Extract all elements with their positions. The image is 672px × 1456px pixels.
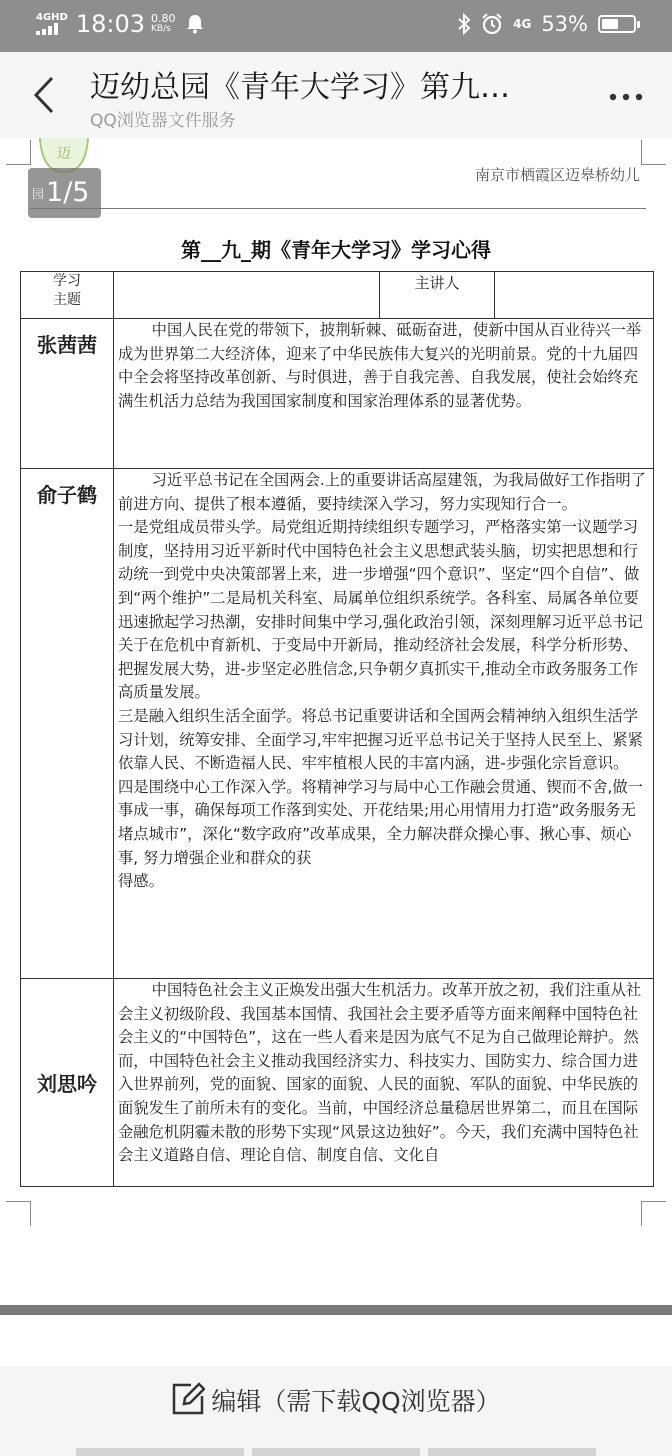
document-title: 迈幼总园《青年大学习》第九… (90, 70, 510, 105)
speaker-value (495, 272, 654, 319)
document-source: QQ浏览器文件服务 (90, 111, 236, 131)
notes-paragraph: 三是融入组织生活全面学。将总书记重要讲话和全国两会精神纳入组织生活学习计划，统筹安排、全面学习,牢牢把握习近平总书记关于坚持人民至上、紧紧依靠人民、不断造福人民、牢牢植根人民的丰富内涵，进-步强化宗旨意识。 (118, 706, 643, 773)
thumbnail (428, 1448, 596, 1456)
nav-bar (0, 52, 672, 138)
notes-paragraph: 一是党组成员带头学。局党组近期持续组织专题学习，严格落实第一议题学习制度，坚持用习近平新时代中国特色社会主义思想武装头脑，切实把思想和行动统一到党中央决策部署上来，进一步增强“四个意识”、坚定“四个自信”、做到“两个维护”二是局机关科室、局属单位组织系统学。各科室、局属各单位要迅速掀起学习热潮，安排时间集中学习,强化政治引领，深刻理解习近平总书记关于在危机中育新机、于变局中开新局，推动经济社会发展，科学分析形势、把握发展大势，进-步坚定必胜信念,只争朝夕真抓实干,推动全市政务服务工作高质量发展。 (118, 518, 643, 702)
page-prefix: 园 (32, 186, 45, 201)
status-bar (0, 0, 672, 52)
network-type: 4GHD (36, 12, 68, 23)
table-row (21, 319, 654, 469)
speed-value: 0.80 (151, 12, 176, 25)
notification-icon (186, 14, 204, 34)
edit-label: 编辑（需下载QQ浏览器） (211, 1387, 501, 1416)
member-name: 刘思吟 (21, 979, 114, 1187)
svg-text:迈: 迈 (57, 146, 71, 162)
thumbnail-strip (76, 1448, 596, 1456)
signal-indicator (36, 13, 68, 35)
notes-paragraph: 四是围绕中心工作深入学。将精神学习与局中心工作融会贯通、锲而不舍,做一事成一事，确保每项工作落到实处、开花结果;用心用情用力打造“政务服务无堵点城市”，深化“数字政府”改革成果，全力解决群众操心事、揪心事、烦心事, 努力增强企业和群众的获 (118, 777, 643, 867)
school-name: 南京市栖霞区迈皋桥幼儿 (474, 166, 640, 184)
alarm-icon (481, 13, 503, 35)
topic-label: 学习 主题 (21, 272, 114, 319)
topic-value (114, 272, 380, 319)
speed-unit: KB/s (151, 24, 171, 34)
edit-button[interactable] (0, 1382, 672, 1418)
member-notes (114, 319, 654, 469)
thumbnail (252, 1448, 420, 1456)
table-row (21, 979, 654, 1187)
page-separator (0, 1305, 672, 1315)
header-rule (30, 208, 646, 209)
bluetooth-icon (457, 13, 471, 35)
battery-fill (602, 19, 618, 29)
network-speed (151, 13, 176, 35)
clock: 18:03 (75, 10, 146, 38)
notes-paragraph: 得感。 (118, 872, 164, 891)
crop-mark (641, 1201, 666, 1226)
study-notes-table (20, 271, 654, 1187)
more-menu-icon[interactable] (608, 92, 644, 102)
cell-type: 4G (513, 17, 532, 31)
crop-mark (6, 1201, 31, 1226)
battery-icon (598, 15, 636, 33)
member-notes (114, 469, 654, 979)
speaker-label: 主讲人 (380, 272, 495, 319)
back-arrow-icon[interactable] (28, 72, 62, 118)
page-indicator (28, 168, 101, 218)
table-header-row (21, 272, 654, 319)
table-row (21, 469, 654, 979)
member-notes (114, 979, 654, 1187)
member-name: 张茜茜 (21, 319, 114, 469)
crop-mark (641, 140, 666, 165)
edit-icon (171, 1382, 205, 1416)
notes-paragraph: 中国人民在党的带领下，披荆斩棘、砥砺奋进，使新中国从百业待兴一举成为世界第二大经济体，迎来了中华民族伟大复兴的光明前景。党的十九届四中全会将坚持改革创新、与时俱进，善于自我完善、自我发展，使社会始终充满生机活力总结为我国国家制度和国家治理体系的显著优势。 (118, 321, 642, 410)
battery-percent: 53% (541, 12, 588, 36)
doc-title: 第__九_期《青年大学习》学习心得 (181, 238, 491, 262)
signal-icon (36, 23, 64, 35)
crop-mark (6, 140, 31, 165)
page-number: 1/5 (46, 177, 90, 208)
notes-paragraph: 中国特色社会主义正焕发出强大生机活力。改革开放之初，我们注重从社会主义初级阶段、我国基本国情、我国社会主要矛盾等方面来阐释中国特色社会主义的“中国特色”，这在一些人看来是因为底气不足为自己做理论辩护。然而，中国特色社会主义推动我国经济实力、科技实力、国防实力、综合国力进入世界前列，党的面貌、国家的面貌、人民的面貌、军队的面貌、中华民族的面貌发生了前所未有的变化。当前，中国经济总量稳居世界第二，而且在国际金融危机阴霾未散的形势下实现“风景这边独好”。今天，我们充满中国特色社会主义道路自信、理论自信、制度自信、文化自 (118, 981, 642, 1165)
document-viewer[interactable] (0, 138, 672, 1308)
member-name: 俞子鹤 (21, 469, 114, 979)
notes-paragraph: 习近平总书记在全国两会.上的重要讲话高屋建瓴，为我局做好工作指明了前进方向、提供了根本遵循，要持续深入学习，努力实现知行合一。 (118, 471, 647, 513)
thumbnail (76, 1448, 244, 1456)
